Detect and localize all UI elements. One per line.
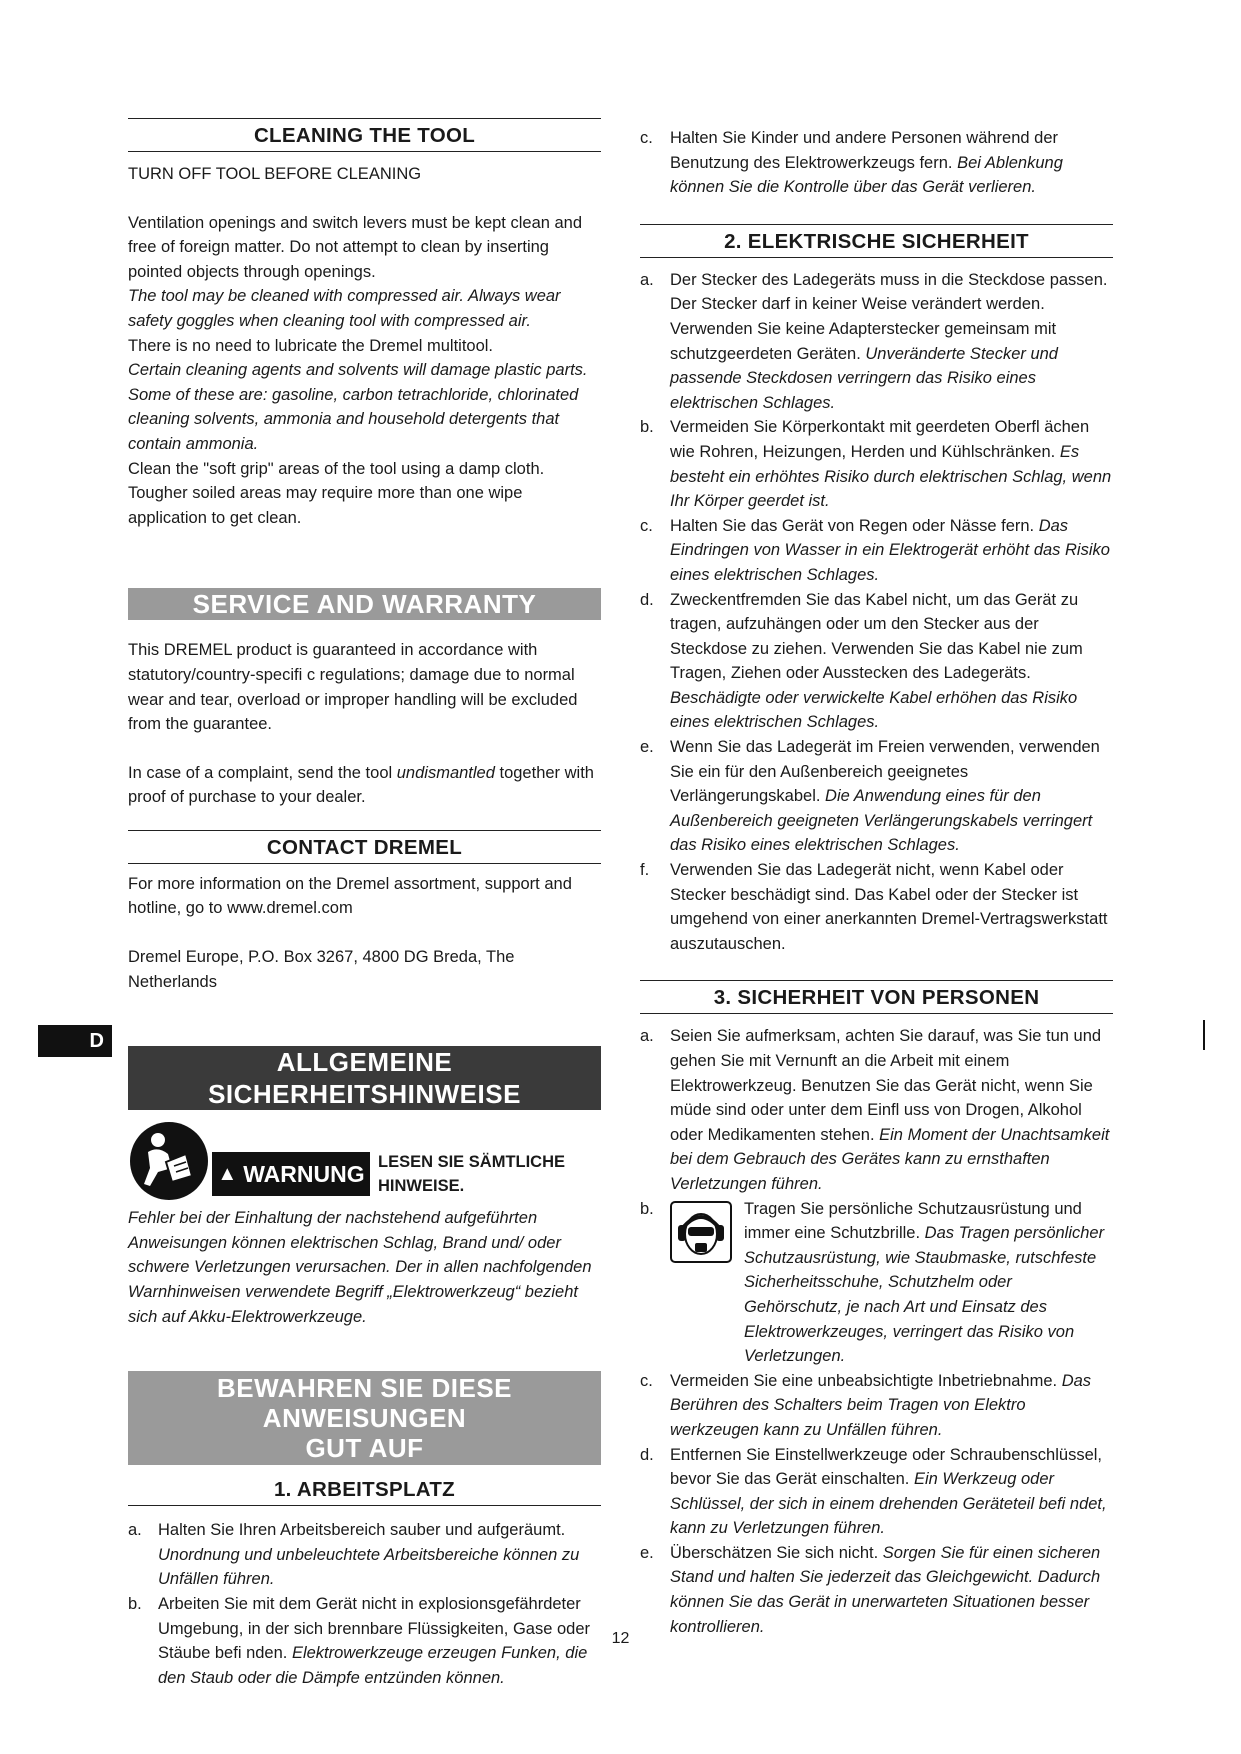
list-marker: a. <box>640 270 654 289</box>
elektrisch-item-c <box>640 514 1113 588</box>
personen-item-d <box>640 1443 1113 1541</box>
list-marker: a. <box>640 1027 654 1046</box>
service-p1: This DREMEL product is guaranteed in accordance with statutory/country-specifi c regulations; damage due to normal wear and tear, overload or improper handling will be excluded from the guarantee. <box>128 641 578 734</box>
service-p2-a: In case of a complaint, send the tool <box>128 763 397 782</box>
bewahren-line2: GUT AUF <box>305 1433 424 1464</box>
right-column <box>640 126 1113 1639</box>
allgemeine-banner: ALLGEMEINE SICHERHEITSHINWEISE <box>128 1046 601 1110</box>
page-number: 12 <box>611 1630 630 1647</box>
ppe-row <box>670 1197 1113 1369</box>
item-italic: Die Anwendung eines für den Außenbereich geeigneten Verlängerungskabels verringert das Risiko eines elektrischen Schlages. <box>670 787 1093 855</box>
elektrisch-item-a <box>640 268 1113 416</box>
cleaning-intro: TURN OFF TOOL BEFORE CLEANING <box>128 165 422 183</box>
item-italic: Es besteht ein erhöhtes Risiko durch elektrischen Schlag, wenn Ihr Körper geerdet ist. <box>670 442 1112 511</box>
item-italic: Unordnung und unbeleuchtete Arbeitsbereiche können zu Unfällen führen. <box>158 1545 580 1589</box>
personen-list <box>640 1024 1113 1639</box>
cleaning-p1: Ventilation openings and switch levers must be kept clean and free of foreign matter. Do not attempt to clean by inserting pointed objects through openings. <box>128 213 583 281</box>
item-text: Halten Sie Kinder und andere Personen während der Benutzung des Elektrowerkzeugs fern. <box>670 129 1059 172</box>
item-italic: Unveränderte Stecker und passende Steckdosen verringern das Risiko eines elektrischen Schlages. <box>670 344 1058 412</box>
item-text: Halten Sie Ihren Arbeitsbereich sauber und aufgeräumt. <box>158 1521 566 1540</box>
item-text: Wenn Sie das Ladegerät im Freien verwenden, verwenden Sie ein für den Außenbereich geeignetes Verlängerungskabel. <box>670 738 1100 806</box>
service-p2-italic: undismantled <box>396 763 495 782</box>
item-text: Seien Sie aufmerksam, achten Sie darauf, was Sie tun und gehen Sie mit Vernunft an die Arbeit mit einem Elektrowerkzeug. Benutzen Sie das Gerät nicht, wenn Sie müde sind oder unter dem Einfl uss von Drogen, Alkohol oder Medikamenten stehen. <box>670 1027 1102 1144</box>
arbeitsplatz-heading: 1. ARBEITSPLATZ <box>128 1473 601 1506</box>
item-text: Zweckentfremden Sie das Kabel nicht, um das Gerät zu tragen, aufzuhängen oder um den Stecker aus der Steckdose zu ziehen. Verwenden Sie das Kabel nie zum Tragen, Ziehen oder Ausstecken des Ladegeräts. <box>670 590 1083 683</box>
left-column <box>128 118 601 1690</box>
item-text: Arbeiten Sie mit dem Gerät nicht in explosionsgefährdeter Umgebung, in der sich brennbare Flüssigkeiten, Gase oder Stäube befi nden. <box>158 1595 590 1663</box>
elektrisch-item-e <box>640 735 1113 858</box>
margin-change-bar <box>1203 1020 1205 1050</box>
elektrisch-heading: 2. ELEKTRISCHE SICHERHEIT <box>640 224 1113 258</box>
item-text: Entfernen Sie Einstellwerkzeuge oder Schraubenschlüssel, bevor Sie das Gerät einschalten. <box>670 1445 1102 1489</box>
contact-heading: CONTACT DREMEL <box>128 830 601 864</box>
personen-item-e <box>640 1541 1113 1639</box>
personen-item-a <box>640 1024 1113 1196</box>
allgemeine-p1: Fehler bei der Einhaltung der nachstehend aufgeführten Anweisungen können elektrischen Schlag, Brand und/ oder schwere Verletzungen verursachen. Der in allen nachfolgenden Warnhinweisen verwendete Begriff „Elektrowerkzeug“ bezieht sich auf Akku-Elektrowerkzeuge. <box>128 1209 592 1326</box>
language-tab-d: D <box>38 1025 112 1057</box>
contact-p2: Dremel Europe, P.O. Box 3267, 4800 DG Breda, The Netherlands <box>128 948 515 991</box>
list-marker: b. <box>640 1199 654 1218</box>
cleaning-p5: Clean the "soft grip" areas of the tool using a damp cloth. Tougher soiled areas may require more than one wipe application to get clean. <box>128 459 545 527</box>
personen-item-c <box>640 1369 1113 1443</box>
item-italic: Ein Werkzeug oder Schlüssel, der sich in einem drehenden Geräteteil befi ndet, kann zu Verletzungen führen. <box>670 1470 1107 1538</box>
warning-row <box>128 1120 601 1210</box>
item-text: Tragen Sie persönliche Schutzausrüstung und immer eine Schutzbrille. <box>744 1199 1082 1243</box>
item-text: Vermeiden Sie eine unbeabsichtigte Inbetriebnahme. <box>670 1371 1062 1390</box>
item-text: Der Stecker des Ladegeräts muss in die Steckdose passen. Der Stecker darf in keiner Weise verändert werden. Verwenden Sie keine Adapterstecker gemeinsam mit schutzgeerdeten Geräten. <box>670 270 1108 363</box>
cleaning-p3: There is no need to lubricate the Dremel multitool. <box>128 336 494 355</box>
list-marker: c. <box>640 516 653 535</box>
list-marker: b. <box>640 418 654 437</box>
item-italic: Das Eindringen von Wasser in ein Elektrogerät erhöht das Risiko eines elektrischen Schlages. <box>670 516 1110 584</box>
item-italic: Beschädigte oder verwickelte Kabel erhöhen das Risiko eines elektrischen Schlages. <box>670 688 1078 732</box>
list-marker: c. <box>640 1371 653 1390</box>
arbeitsplatz-item-c <box>640 126 1113 200</box>
cleaning-p4: Certain cleaning agents and solvents will damage plastic parts. Some of these are: gasoline, carbon tetrachloride, chlorinated cleaning solvents, ammonia and household detergents that contain ammonia. <box>128 361 588 453</box>
elektrisch-item-f <box>640 858 1113 956</box>
ppe-goggles-earmuffs-icon <box>670 1201 732 1263</box>
service-p2 <box>128 761 601 810</box>
cleaning-p2: The tool may be cleaned with compressed air. Always wear safety goggles when cleaning tool with compressed air. <box>128 287 561 330</box>
contact-p1: For more information on the Dremel assortment, support and hotline, go to www.dremel.com <box>128 874 572 918</box>
item-italic: Bei Ablenkung können Sie die Kontrolle über das Gerät verlieren. <box>670 153 1063 197</box>
bewahren-line1: BEWAHREN SIE DIESE ANWEISUNGEN <box>216 1373 513 1434</box>
read-manual-icon <box>128 1120 210 1202</box>
service-p2-b: together with proof of purchase to your dealer. <box>128 763 594 807</box>
personen-heading: 3. SICHERHEIT VON PERSONEN <box>640 980 1113 1014</box>
list-marker: f. <box>640 861 650 880</box>
personen-item-b <box>640 1197 1113 1369</box>
list-marker: d. <box>640 1445 654 1464</box>
warnung-badge <box>212 1152 370 1196</box>
bewahren-banner <box>128 1371 601 1465</box>
elektrisch-item-d <box>640 588 1113 736</box>
elektrisch-list <box>640 268 1113 957</box>
warning-text: LESEN SIE SÄMTLICHE HINWEISE. <box>378 1153 566 1196</box>
warning-triangle-icon: ▲ <box>217 1162 238 1185</box>
arbeitsplatz-item-a <box>128 1518 601 1592</box>
item-italic: Das Berühren des Schalters beim Tragen von Elektro werkzeugen kann zu Unfällen führen. <box>670 1371 1092 1439</box>
list-marker: c. <box>640 129 653 147</box>
item-italic: Elektrowerkzeuge erzeugen Funken, die den Staub oder die Dämpfe entzünden können. <box>158 1644 588 1687</box>
elektrisch-item-b <box>640 415 1113 513</box>
item-italic: Ein Moment der Unachtsamkeit bei dem Gebrauch des Gerätes kann zu ernsthaften Verletzungen führen. <box>670 1125 1110 1193</box>
list-marker: e. <box>640 738 654 757</box>
item-text: Verwenden Sie das Ladegerät nicht, wenn Kabel oder Stecker beschädigt sind. Das Kabel oder der Stecker ist umgehend von einer anerkannten Dremel-Vertragswerkstatt auszutauschen. <box>670 861 1108 953</box>
warnung-label: WARNUNG <box>243 1160 365 1187</box>
cleaning-heading: CLEANING THE TOOL <box>128 118 601 152</box>
service-banner: SERVICE AND WARRANTY <box>128 588 601 620</box>
item-text: Halten Sie das Gerät von Regen oder Nässe fern. <box>670 516 1039 535</box>
list-marker: a. <box>128 1521 142 1540</box>
list-marker: e. <box>640 1543 654 1562</box>
item-text: Überschätzen Sie sich nicht. <box>670 1543 883 1562</box>
item-italic: Das Tragen persönlicher Schutzausrüstung, wie Staubmaske, rutschfeste Sicherheitsschuhe, Schutzhelm oder Gehörschutz, je nach Art und Einsatz des Elektrowerkzeuges, verringert das Risiko von Verletzungen. <box>744 1224 1105 1366</box>
list-marker: d. <box>640 590 654 609</box>
item-italic: Sorgen Sie für einen sicheren Stand und halten Sie jederzeit das Gleichgewicht. Dadurch können Sie das Gerät in unerwarteten Situationen besser kontrollieren. <box>670 1543 1101 1636</box>
item-text: Vermeiden Sie Körperkontakt mit geerdeten Oberfl ächen wie Rohren, Heizungen, Herden und Kühlschränken. <box>670 418 1090 461</box>
list-marker: b. <box>128 1595 142 1613</box>
